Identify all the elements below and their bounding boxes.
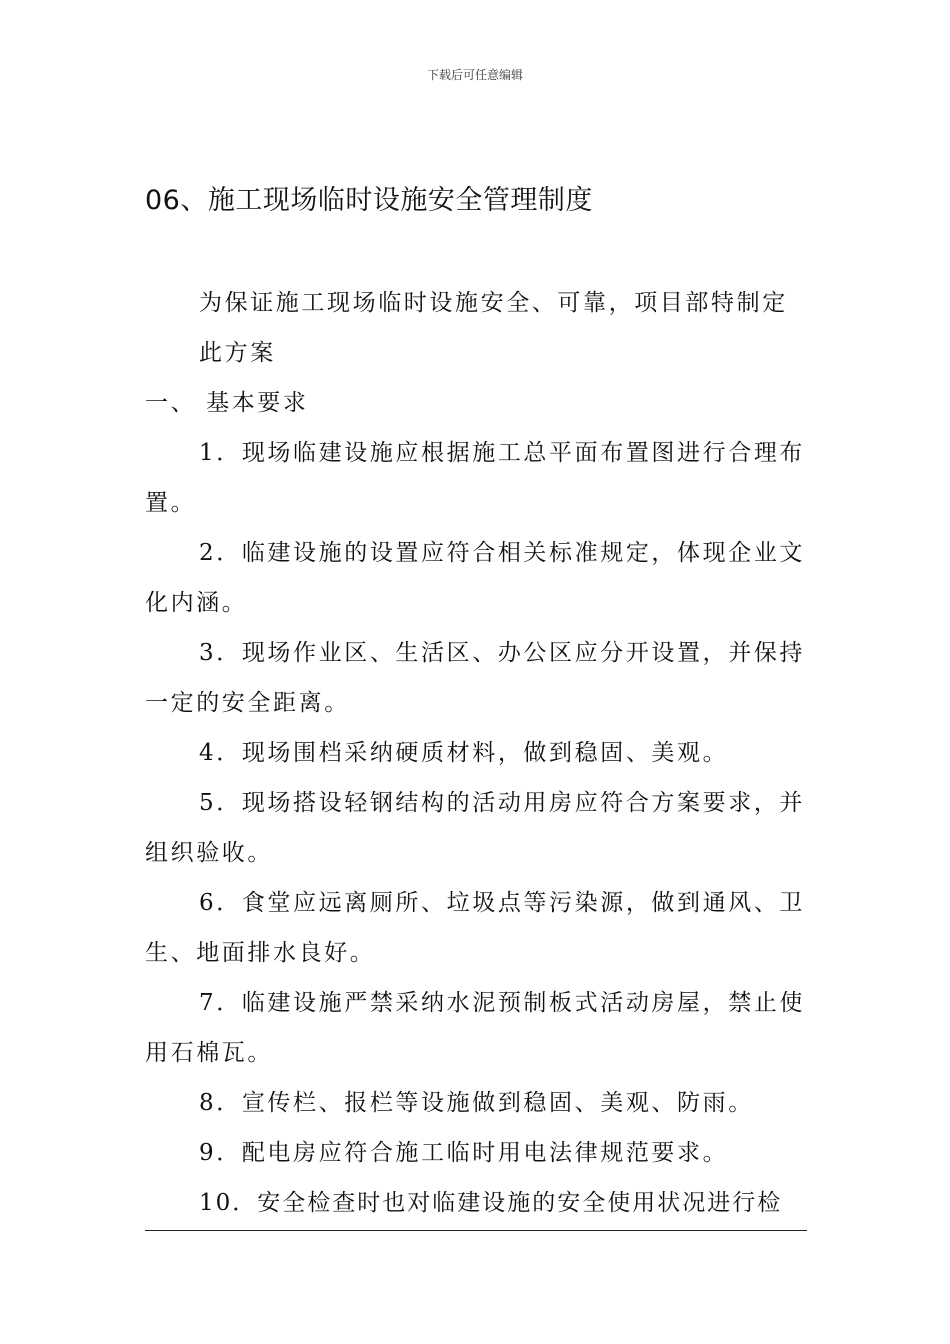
intro-paragraph: 为保证施工现场临时设施安全、可靠，项目部特制定此方案 [199, 290, 788, 366]
footer-divider [145, 1230, 807, 1231]
document-title: 06、施工现场临时设施安全管理制度 [145, 185, 593, 216]
requirement-item-1: 1．现场临建设施应根据施工总平面布置图进行合理布置。 [145, 440, 806, 516]
requirement-item-2: 2．临建设施的设置应符合相关标准规定，体现企业文化内涵。 [145, 540, 806, 616]
requirement-item-4: 4．现场围档采纳硬质材料，做到稳固、美观。 [199, 740, 729, 766]
requirement-item-5: 5．现场搭设轻钢结构的活动用房应符合方案要求，并组织验收。 [145, 790, 806, 866]
requirement-item-9: 9．配电房应符合施工临时用电法律规范要求。 [199, 1140, 729, 1166]
requirement-item-10: 10．安全检查时也对临建设施的安全使用状况进行检 [199, 1190, 783, 1216]
section-heading-basic-requirements: 一、 基本要求 [145, 390, 309, 416]
requirement-item-7: 7．临建设施严禁采纳水泥预制板式活动房屋，禁止使用石棉瓦。 [145, 990, 806, 1066]
requirement-item-8: 8．宣传栏、报栏等设施做到稳固、美观、防雨。 [199, 1090, 754, 1116]
requirement-item-3: 3．现场作业区、生活区、办公区应分开设置，并保持一定的安全距离。 [145, 640, 806, 716]
document-body [145, 278, 807, 1228]
requirement-item-6: 6．食堂应远离厕所、垃圾点等污染源，做到通风、卫生、地面排水良好。 [145, 890, 806, 966]
page-header-note: 下载后可任意编辑 [426, 68, 523, 82]
